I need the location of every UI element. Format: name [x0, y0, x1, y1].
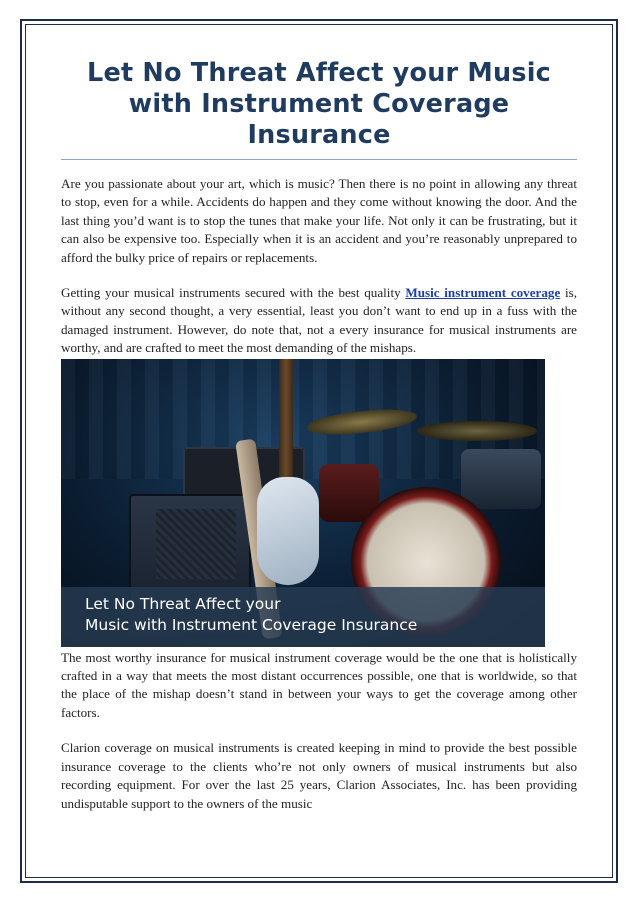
- floor-tom: [461, 449, 541, 509]
- speaker-grille: [156, 509, 236, 579]
- document-title: Let No Threat Affect your Music with Instrument Coverage Insurance: [87, 58, 551, 150]
- worthy-insurance-paragraph: The most worthy insurance for musical instrument coverage would be the one that is holistically crafted in a way that meets the most distant occurrences possible, one that is worldwide, so that the place of the mishap doesn’t stand in between your ways to get the coverage among other factors.: [61, 649, 577, 720]
- electric-guitar: [257, 477, 319, 585]
- coverage-paragraph-start: Getting your musical instruments secured with the best quality: [61, 285, 406, 301]
- coverage-paragraph-end: is, without any second thought, a very essential, least you don’t want to end up in a fuss with the damaged instrument. However, do note that, not a every insurance for musical instruments are worthy, and are crafted to meet the most demanding of the mishaps.: [61, 285, 577, 356]
- cymbal-right: [417, 421, 537, 441]
- clarion-paragraph: Clarion coverage on musical instruments is created keeping in mind to provide the best possible insurance coverage to the clients who’re not only owners of musical instruments but also recording equipment. For over the last 25 years, Clarion Associates, Inc. has been providing undisputable support to the owners of the music: [61, 740, 577, 811]
- coverage-paragraph: [61, 284, 577, 358]
- music-instrument-coverage-link[interactable]: Music instrument coverage: [405, 285, 561, 301]
- title-divider: [61, 159, 577, 160]
- caption-line-2: Music with Instrument Coverage Insurance: [85, 615, 418, 634]
- caption-line-1: Let No Threat Affect your: [85, 594, 281, 613]
- document-body: [61, 58, 577, 813]
- image-caption: [85, 594, 525, 636]
- hero-image: [61, 359, 545, 647]
- intro-paragraph: Are you passionate about your art, which is music? Then there is no point in allowing any threat to stop, even for a while. Accidents do happen and they come without knowing the door. And the last thing you’d want is to stop the tunes that make your life. Not only it can be frustrating, but it can also be expensive too. Especially when it is an accident and you’re reasonably unprepared to afford the bulky price of repairs or replacements.: [61, 176, 577, 265]
